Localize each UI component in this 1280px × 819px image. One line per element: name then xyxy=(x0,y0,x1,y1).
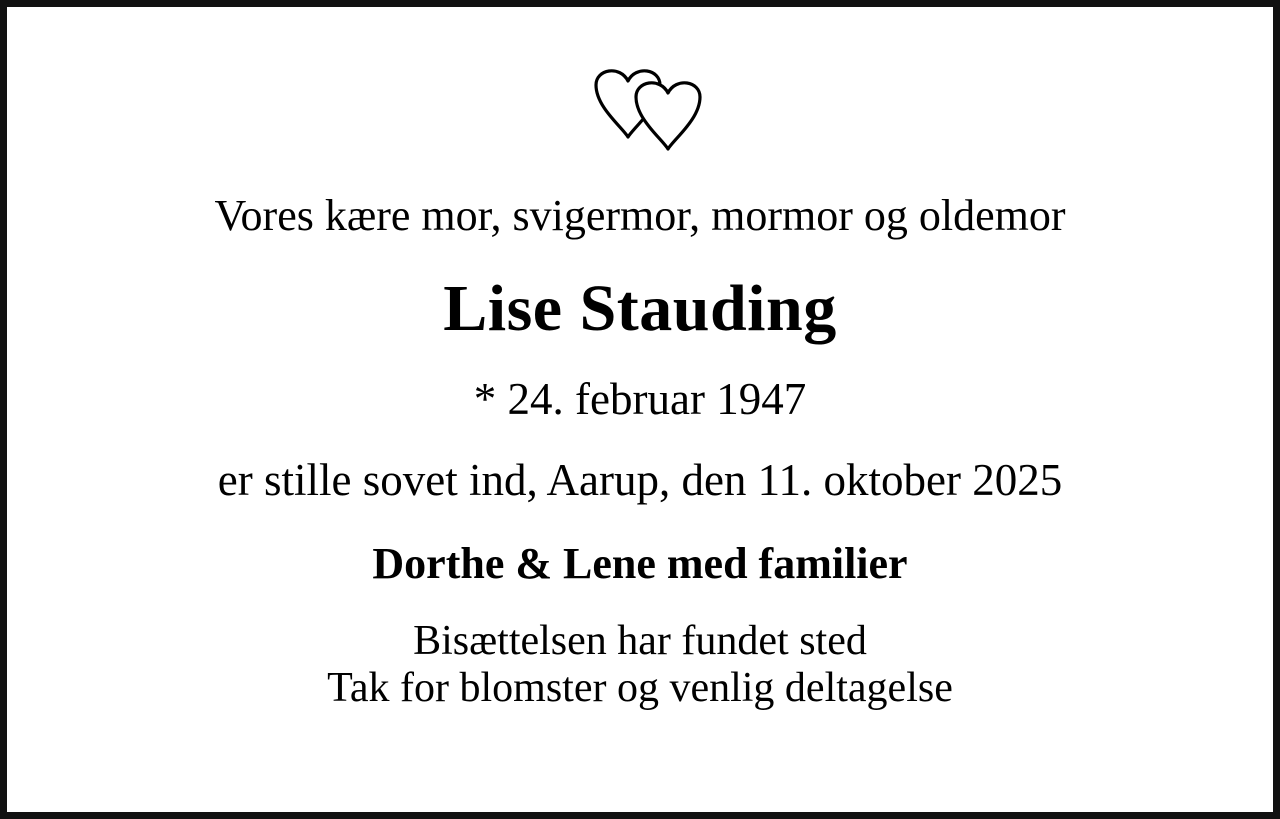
footer-note xyxy=(327,618,953,712)
footer-line-1: Bisættelsen har fundet sted xyxy=(413,618,867,665)
birth-date: * 24. februar 1947 xyxy=(473,374,807,425)
footer-line-2: Tak for blomster og venlig deltagelse xyxy=(327,665,953,712)
death-statement: er stille sovet ind, Aarup, den 11. oktober 2025 xyxy=(217,454,1063,505)
family-signature: Dorthe & Lene med familier xyxy=(372,538,908,588)
deceased-name: Lise Stauding xyxy=(443,272,837,346)
two-hearts-icon xyxy=(540,55,740,165)
relation-line: Vores kære mor, svigermor, mormor og oldemor xyxy=(214,191,1066,240)
